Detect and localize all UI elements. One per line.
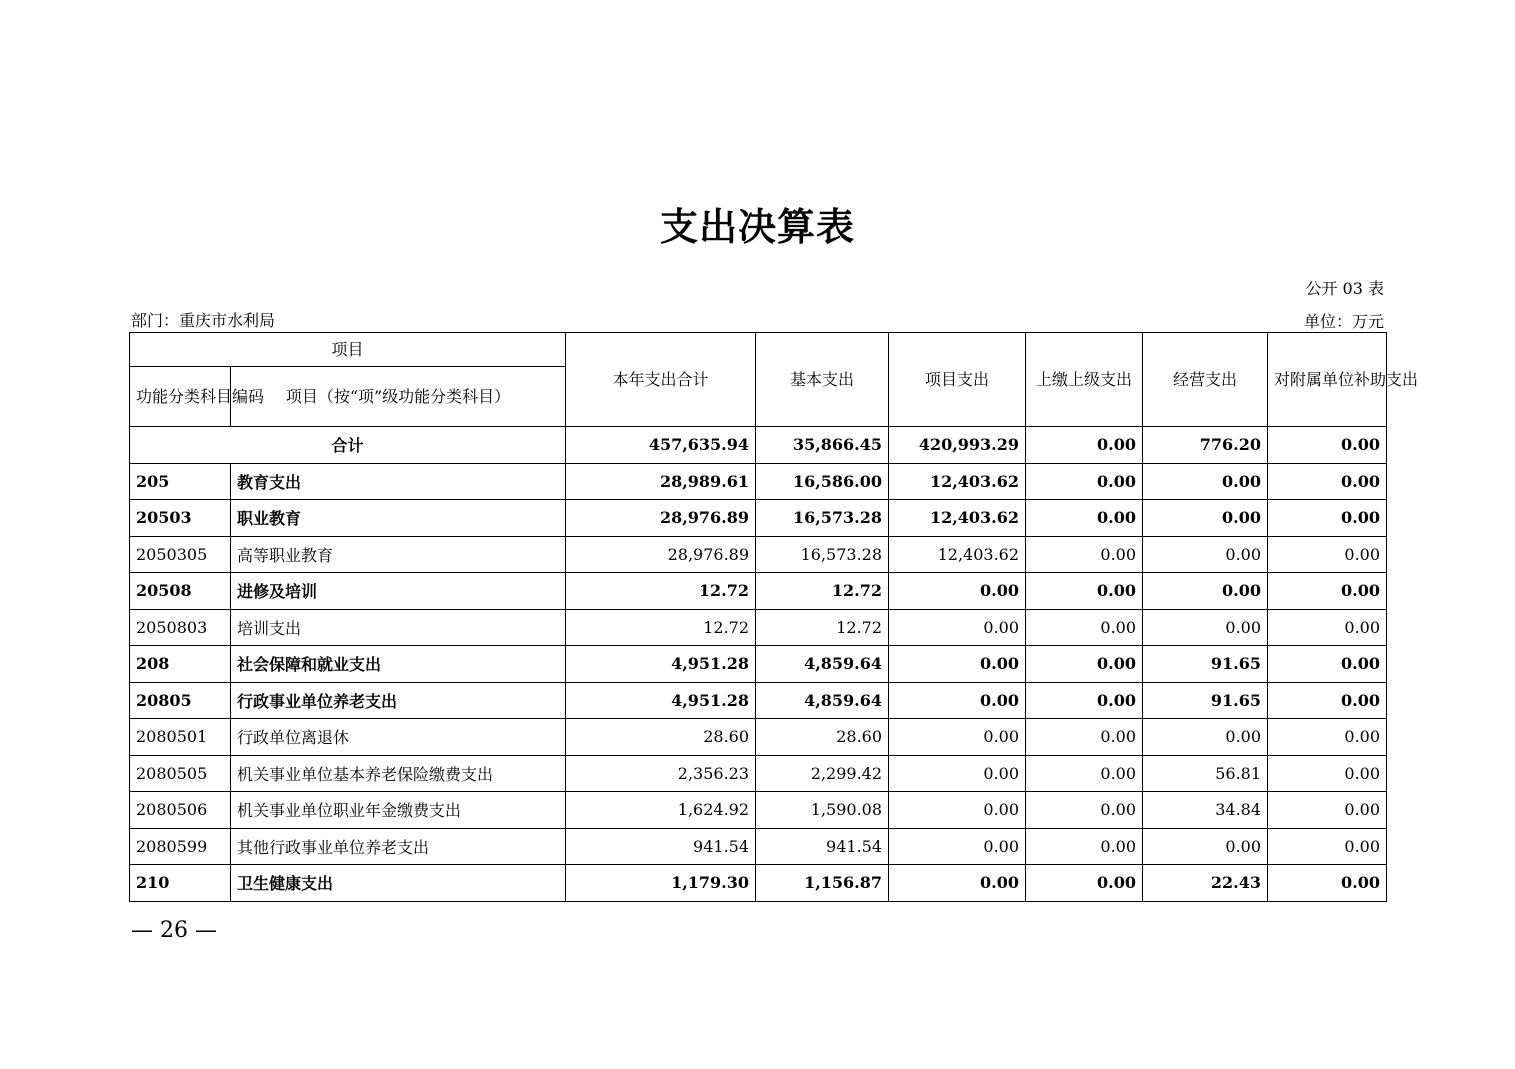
row-value: 4,859.64: [756, 646, 889, 683]
row-name: 机关事业单位基本养老保险缴费支出: [231, 755, 566, 792]
row-value: 0.00: [1268, 828, 1387, 865]
row-value: 28,989.61: [566, 463, 756, 500]
row-value: 12,403.62: [889, 500, 1026, 537]
row-value: 0.00: [1268, 536, 1387, 573]
row-name: 其他行政事业单位养老支出: [231, 828, 566, 865]
row-value: 0.00: [1026, 865, 1143, 902]
row-value: 0.00: [889, 828, 1026, 865]
header-code: 功能分类科目编码: [130, 367, 231, 427]
page-number: — 26 —: [131, 918, 217, 943]
row-value: 0.00: [889, 682, 1026, 719]
row-value: 1,179.30: [566, 865, 756, 902]
table-row: [130, 536, 1387, 573]
row-name: 社会保障和就业支出: [231, 646, 566, 683]
row-value: 4,951.28: [566, 646, 756, 683]
row-value: 0.00: [1268, 682, 1387, 719]
row-name: 职业教育: [231, 500, 566, 537]
row-value: 4,951.28: [566, 682, 756, 719]
total-value: 776.20: [1143, 427, 1268, 464]
row-value: 16,573.28: [756, 536, 889, 573]
header-total: 本年支出合计: [566, 333, 756, 427]
row-value: 0.00: [1143, 573, 1268, 610]
row-value: 0.00: [1268, 609, 1387, 646]
row-value: 1,624.92: [566, 792, 756, 829]
row-value: 91.65: [1143, 646, 1268, 683]
row-value: 0.00: [1143, 719, 1268, 756]
row-name: 卫生健康支出: [231, 865, 566, 902]
table-row: [130, 463, 1387, 500]
row-name: 行政事业单位养老支出: [231, 682, 566, 719]
row-value: 16,586.00: [756, 463, 889, 500]
row-value: 0.00: [1268, 865, 1387, 902]
row-value: 1,156.87: [756, 865, 889, 902]
row-name: 进修及培训: [231, 573, 566, 610]
department-label: 部门：重庆市水利局: [131, 311, 276, 330]
row-code: 20805: [130, 682, 231, 719]
row-value: 0.00: [1268, 500, 1387, 537]
row-value: 28.60: [566, 719, 756, 756]
row-value: 941.54: [566, 828, 756, 865]
row-value: 0.00: [1268, 792, 1387, 829]
page-title: 支出决算表: [659, 204, 855, 249]
row-value: 941.54: [756, 828, 889, 865]
header-basic: 基本支出: [756, 333, 889, 427]
table-row: [130, 865, 1387, 902]
row-value: 12,403.62: [889, 463, 1026, 500]
total-label: 合计: [130, 427, 566, 464]
header-project-expenditure: 项目支出: [889, 333, 1026, 427]
row-value: 0.00: [1143, 500, 1268, 537]
unit-label: 单位：万元: [1303, 312, 1384, 331]
row-value: 0.00: [1026, 682, 1143, 719]
total-value: 420,993.29: [889, 427, 1026, 464]
table-body: [130, 427, 1387, 902]
total-value: 35,866.45: [756, 427, 889, 464]
row-value: 0.00: [1026, 646, 1143, 683]
total-value: 457,635.94: [566, 427, 756, 464]
row-value: 28,976.89: [566, 536, 756, 573]
row-value: 0.00: [1143, 463, 1268, 500]
row-value: 12.72: [756, 573, 889, 610]
row-value: 4,859.64: [756, 682, 889, 719]
row-value: 0.00: [1268, 755, 1387, 792]
row-value: 0.00: [1143, 828, 1268, 865]
row-name: 行政单位离退休: [231, 719, 566, 756]
row-code: 205: [130, 463, 231, 500]
row-value: 34.84: [1143, 792, 1268, 829]
row-value: 0.00: [1026, 828, 1143, 865]
row-value: 2,299.42: [756, 755, 889, 792]
row-value: 0.00: [1268, 463, 1387, 500]
row-code: 2050803: [130, 609, 231, 646]
row-value: 28,976.89: [566, 500, 756, 537]
row-value: 0.00: [889, 719, 1026, 756]
row-code: 20503: [130, 500, 231, 537]
table-row: [130, 828, 1387, 865]
table-row: [130, 682, 1387, 719]
row-value: 0.00: [1026, 609, 1143, 646]
header-upper-payment: 上缴上级支出: [1026, 333, 1143, 427]
row-value: 0.00: [889, 792, 1026, 829]
total-value: 0.00: [1026, 427, 1143, 464]
row-code: 208: [130, 646, 231, 683]
row-name: 高等职业教育: [231, 536, 566, 573]
table-row: [130, 792, 1387, 829]
row-name: 机关事业单位职业年金缴费支出: [231, 792, 566, 829]
row-code: 210: [130, 865, 231, 902]
table-row: [130, 500, 1387, 537]
table-row: [130, 755, 1387, 792]
row-value: 0.00: [1026, 463, 1143, 500]
row-code: 2080506: [130, 792, 231, 829]
row-value: 0.00: [889, 573, 1026, 610]
row-value: 12.72: [756, 609, 889, 646]
total-row: [130, 427, 1387, 464]
row-name: 教育支出: [231, 463, 566, 500]
table-row: [130, 609, 1387, 646]
table-row: [130, 719, 1387, 756]
row-value: 0.00: [1026, 755, 1143, 792]
row-value: 12,403.62: [889, 536, 1026, 573]
row-name: 培训支出: [231, 609, 566, 646]
row-value: 2,356.23: [566, 755, 756, 792]
row-code: 2080599: [130, 828, 231, 865]
row-value: 0.00: [1143, 609, 1268, 646]
row-value: 0.00: [1268, 646, 1387, 683]
row-value: 0.00: [889, 755, 1026, 792]
expenditure-table: [129, 332, 1419, 902]
row-value: 0.00: [1026, 719, 1143, 756]
row-value: 0.00: [1268, 573, 1387, 610]
row-value: 0.00: [1026, 536, 1143, 573]
total-value: 0.00: [1268, 427, 1387, 464]
row-value: 22.43: [1143, 865, 1268, 902]
row-value: 0.00: [889, 609, 1026, 646]
row-value: 12.72: [566, 609, 756, 646]
row-value: 16,573.28: [756, 500, 889, 537]
row-value: 28.60: [756, 719, 889, 756]
header-business: 经营支出: [1143, 333, 1268, 427]
header-project: 项目: [130, 333, 566, 367]
row-value: 1,590.08: [756, 792, 889, 829]
row-value: 0.00: [889, 646, 1026, 683]
table-row: [130, 573, 1387, 610]
header-name: 项目（按“项”级功能分类科目）: [231, 367, 566, 427]
row-value: 91.65: [1143, 682, 1268, 719]
row-code: 2080501: [130, 719, 231, 756]
row-code: 2050305: [130, 536, 231, 573]
row-value: 0.00: [889, 865, 1026, 902]
row-value: 12.72: [566, 573, 756, 610]
table-row: [130, 646, 1387, 683]
row-value: 0.00: [1026, 792, 1143, 829]
row-code: 2080505: [130, 755, 231, 792]
row-value: 0.00: [1268, 719, 1387, 756]
row-value: 0.00: [1026, 500, 1143, 537]
row-value: 56.81: [1143, 755, 1268, 792]
form-number: 公开 03 表: [1305, 279, 1384, 298]
row-value: 0.00: [1026, 573, 1143, 610]
header-subsidy: 对附属单位补助支出: [1268, 333, 1387, 427]
row-value: 0.00: [1143, 536, 1268, 573]
row-code: 20508: [130, 573, 231, 610]
